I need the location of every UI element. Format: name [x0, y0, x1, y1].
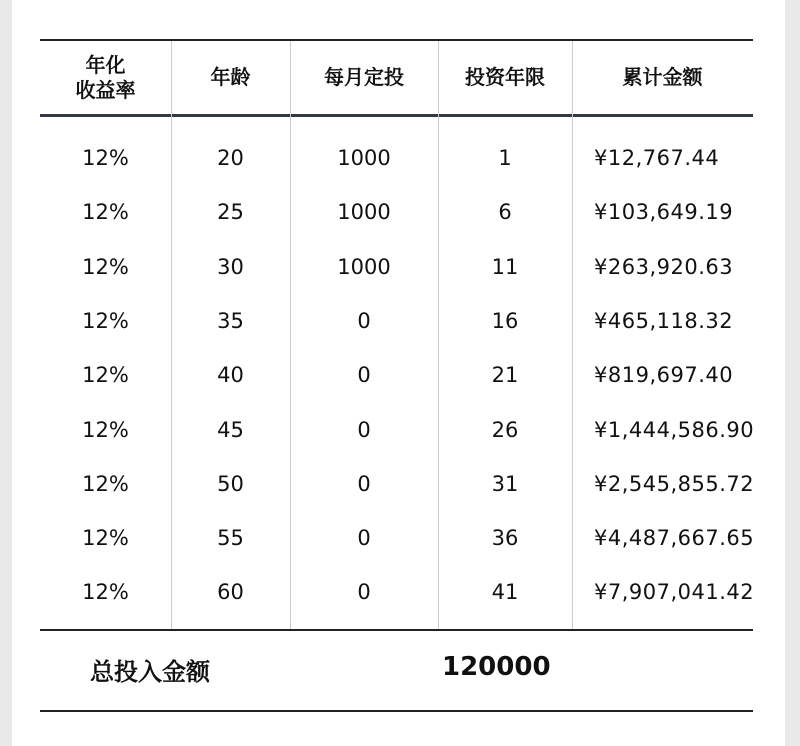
- table-cell: 12%: [82, 200, 129, 225]
- cumulative-amount-cell: ¥12,767.44: [594, 146, 720, 170]
- table-cell: 50: [217, 471, 244, 496]
- column-header: 累计金额: [622, 65, 703, 89]
- table-cell: 1: [498, 146, 512, 170]
- table-cell: 41: [491, 580, 519, 605]
- table-cell: 36: [491, 526, 519, 551]
- table-cell: 0: [357, 471, 371, 496]
- table-cell: 0: [357, 417, 371, 442]
- table-cell: 12%: [82, 146, 129, 170]
- table-cell: 20: [217, 146, 244, 170]
- table-cell: 16: [491, 308, 519, 333]
- table-cell: 45: [217, 417, 244, 442]
- table-cell: 11: [491, 254, 519, 279]
- cumulative-amount-cell: ¥465,118.32: [594, 308, 734, 333]
- total-investment-label: 总投入金额: [90, 658, 210, 686]
- cumulative-amount-cell: ¥2,545,855.72: [594, 471, 755, 496]
- cumulative-amount-cell: ¥819,697.40: [594, 363, 734, 388]
- table-cell: 21: [491, 363, 519, 388]
- table-cell: 12%: [82, 580, 129, 605]
- table-cell: 12%: [82, 363, 129, 388]
- cumulative-amount-cell: ¥263,920.63: [594, 254, 734, 279]
- table-cell: 31: [491, 471, 519, 496]
- table-cell: 1000: [337, 200, 391, 225]
- cumulative-amount-cell: ¥103,649.19: [594, 200, 734, 225]
- table-cell: 0: [357, 526, 371, 551]
- cumulative-amount-cell: ¥1,444,586.90: [594, 417, 755, 442]
- table-cell: 30: [217, 254, 244, 279]
- table-cell: 12%: [82, 308, 129, 333]
- table-cell: 55: [217, 526, 244, 551]
- column-header: 年化 收益率: [75, 52, 136, 102]
- table-bottom-rule: [40, 710, 753, 712]
- total-investment-value: 120000: [442, 652, 551, 682]
- table-cell: 1000: [337, 146, 391, 170]
- header-rule: [40, 114, 753, 117]
- column-header: 年龄: [210, 65, 251, 89]
- table-cell: 0: [357, 580, 371, 605]
- table-cell: 12%: [82, 417, 129, 442]
- table-cell: 6: [498, 200, 512, 225]
- table-cell: 12%: [82, 254, 129, 279]
- column-header: 投资年限: [465, 65, 545, 89]
- column-header: 每月定投: [324, 65, 404, 89]
- table-cell: 25: [217, 200, 244, 225]
- table-cell: 12%: [82, 471, 129, 496]
- body-bottom-rule: [40, 629, 753, 631]
- cumulative-amount-cell: ¥4,487,667.65: [594, 526, 755, 551]
- table-cell: 0: [357, 363, 371, 388]
- table-cell: 35: [217, 308, 244, 333]
- table-cell: 40: [217, 363, 244, 388]
- table-cell: 60: [217, 580, 244, 605]
- table-cell: 26: [491, 417, 519, 442]
- cumulative-amount-cell: ¥7,907,041.42: [594, 580, 755, 605]
- table-cell: 0: [357, 308, 371, 333]
- table-cell: 12%: [82, 526, 129, 551]
- table-cell: 1000: [337, 254, 391, 279]
